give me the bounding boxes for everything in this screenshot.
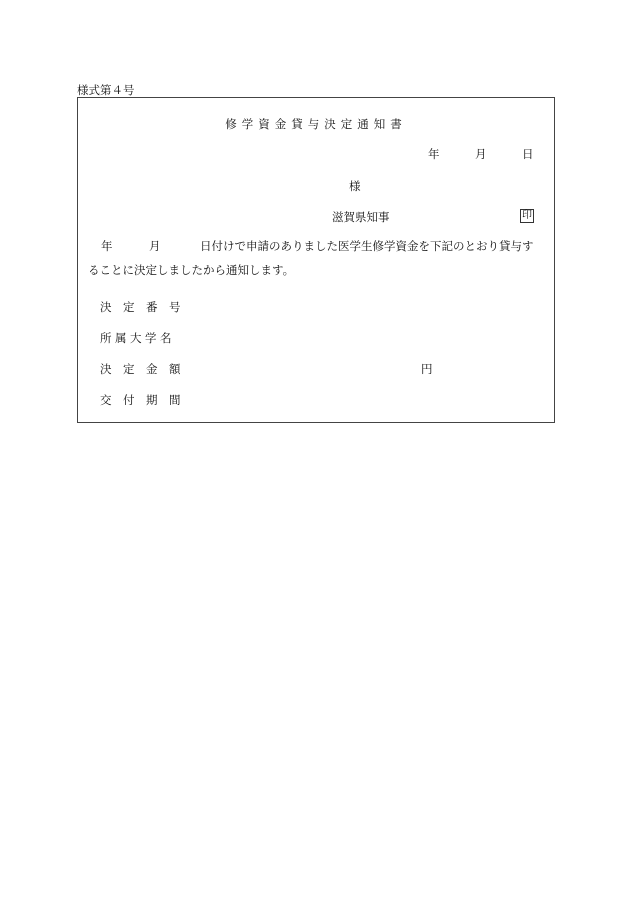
date-year-unit: 年 — [428, 147, 440, 161]
body-line-2: ることに決定しましたから通知します。 — [88, 263, 295, 277]
issuer-name: 滋賀県知事 — [332, 210, 390, 224]
date-day-unit: 日 — [522, 147, 534, 161]
form-number: 様式第４号 — [77, 83, 135, 97]
addressee-suffix: 様 — [349, 179, 361, 193]
document-title: 修学資金貸与決定通知書 — [225, 117, 407, 131]
field-label-grant-period: 交 付 期 間 — [100, 393, 181, 407]
field-label-decision-amount: 決 定 金 額 — [100, 362, 181, 376]
body-year-unit: 年 — [101, 239, 113, 253]
field-label-decision-number: 決 定 番 号 — [100, 300, 181, 314]
date-month-unit: 月 — [475, 147, 487, 161]
notice-frame — [77, 97, 555, 423]
amount-unit: 円 — [421, 362, 433, 376]
body-line-1-rest: 日付けで申請のありました医学生修学資金を下記のとおり貸与す — [200, 239, 534, 253]
seal-mark: 印 — [522, 210, 532, 221]
field-label-university: 所属大学名 — [100, 331, 175, 345]
body-month-unit: 月 — [149, 239, 161, 253]
